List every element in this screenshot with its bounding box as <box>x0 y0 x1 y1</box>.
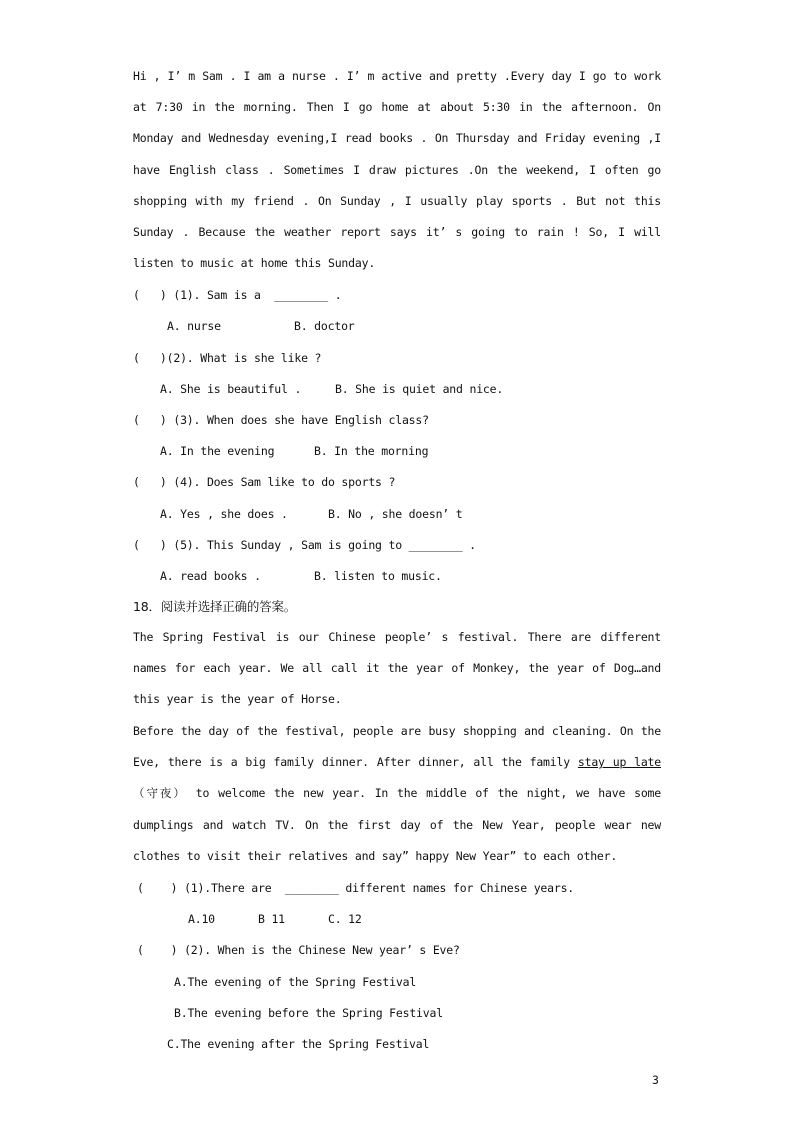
question-1-option-a: A. nurse <box>167 319 221 333</box>
page-number: 3 <box>652 1073 659 1087</box>
question-5-option-b: B. listen to music. <box>314 569 442 583</box>
question-3-option-a: A. In the evening <box>160 444 275 458</box>
section-18-question-2-stem: ( ) (2). When is the Chinese New year’ s Eve? <box>137 943 460 957</box>
question-4-option-a: A. Yes , she does . <box>160 507 288 521</box>
question-3-option-b: B. In the morning <box>314 444 429 458</box>
section-18-question-1-stem: ( ) (1).There are ________ different names for Chinese years. <box>137 881 575 895</box>
section-18-heading: 18．阅读并选择正确的答案。 <box>133 599 297 614</box>
question-2-option-a: A. She is beautiful . <box>160 382 302 396</box>
question-5-stem: ( ) (5). This Sunday , Sam is going to ________ . <box>133 538 476 552</box>
passage-spring-festival-1: The Spring Festival is our Chinese people’ s festival. There are different names for each year. We all call it the year of Monkey, the year of Dog…and this year is the year of Horse. <box>133 630 661 707</box>
question-4-option-b: B. No , she doesn’ t <box>328 507 463 521</box>
passage-text-after: （守夜） to welcome the new year. In the middle of the night, we have some dumplings and watch TV. On the first day of the New Year, people wear new clothes to visit their relatives and say” happy New Year” to each other. <box>133 786 661 863</box>
question-2-stem: ( )(2). What is she like ? <box>133 351 322 365</box>
question-1-stem: ( ) (1). Sam is a ________ . <box>133 288 342 302</box>
section-18-question-1-option-a: A.10 <box>188 912 215 926</box>
question-5-option-a: A. read books . <box>160 569 261 583</box>
passage-spring-festival-2 <box>133 716 661 872</box>
section-18-question-1-option-c: C. 12 <box>328 912 362 926</box>
section-18-question-2-option-a: A.The evening of the Spring Festival <box>174 975 417 989</box>
section-18-question-1-option-b: B 11 <box>258 912 285 926</box>
question-4-stem: ( ) (4). Does Sam like to do sports ? <box>133 475 396 489</box>
section-18-question-2-option-c: C.The evening after the Spring Festival <box>167 1037 430 1051</box>
question-2-option-b: B. She is quiet and nice. <box>335 382 504 396</box>
section-18-question-2-option-b: B.The evening before the Spring Festival <box>174 1006 443 1020</box>
passage-text-before: Before the day of the festival, people are busy shopping and cleaning. On the Eve, there is a big family dinner. After dinner, all the family <box>133 724 661 770</box>
passage-sam: Hi , I’ m Sam . I am a nurse . I’ m active and pretty .Every day I go to work at 7:30 in the morning. Then I go home at about 5:30 in the afternoon. On Monday and Wednesday evening,I read books . On Thursday and Friday evening ,I have English class . Sometimes I draw pictures .On the weekend, I often go shopping with my friend . On Sunday , I usually play sports . But not this Sunday . Because the weather report says it’ s going to rain ! So, I will listen to music at home this Sunday. <box>133 69 661 271</box>
question-3-stem: ( ) (3). When does she have English class? <box>133 413 429 427</box>
question-1-option-b: B. doctor <box>294 319 355 333</box>
underlined-phrase: stay up late <box>577 755 662 770</box>
